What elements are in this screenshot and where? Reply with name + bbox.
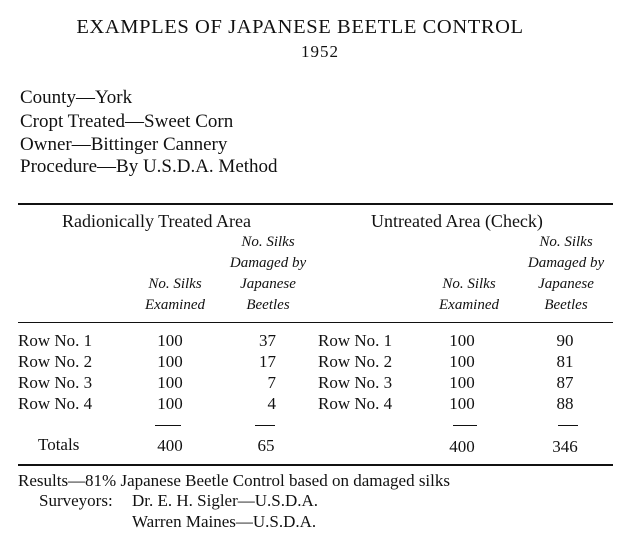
table-row-label: Row No. 3 — [318, 373, 393, 392]
treated-damaged-header: No. Silks Damaged by Japanese Beetles — [229, 234, 307, 313]
table-cell: 87 — [556, 373, 574, 392]
table-row-label: Row No. 1 — [18, 331, 93, 350]
treated-examined-header: No. Silks Examined — [145, 276, 205, 313]
table-cell: 100 — [157, 331, 183, 350]
table-row-label: Row No. 3 — [18, 373, 93, 392]
untreated-examined-header: No. Silks Examined — [439, 276, 499, 313]
sum-dash — [255, 425, 275, 426]
table-cell: 100 — [449, 352, 475, 371]
table-bottom-rule — [18, 464, 613, 466]
table-cell: 100 — [157, 394, 183, 413]
untreated-total-examined: 400 — [449, 437, 475, 456]
sum-dash — [453, 425, 477, 426]
surveyor-name: Warren Maines—U.S.D.A. — [132, 512, 317, 531]
table-row-label: Row No. 1 — [318, 331, 393, 350]
table-cell: 100 — [157, 352, 183, 371]
treated-heading: Radionically Treated Area — [62, 211, 251, 231]
table-cell: 100 — [449, 373, 475, 392]
sum-dash — [558, 425, 578, 426]
sum-dash — [155, 425, 181, 426]
table-cell: 37 — [259, 331, 276, 350]
year: 1952 — [301, 42, 339, 61]
table-cell: 88 — [556, 394, 574, 413]
table-cell: 100 — [157, 373, 183, 392]
table-cell: 4 — [267, 394, 276, 413]
table-cell: 90 — [556, 331, 574, 350]
table-cell: 7 — [267, 373, 276, 392]
totals-label: Totals — [38, 435, 80, 454]
info-county: County—York — [20, 87, 133, 108]
treated-total-examined: 400 — [157, 436, 183, 455]
page-title: EXAMPLES OF JAPANESE BEETLE CONTROL — [76, 16, 524, 38]
table-top-rule — [18, 203, 613, 205]
treated-total-damaged: 65 — [257, 436, 275, 455]
table-row-label: Row No. 4 — [318, 394, 393, 413]
table-cell: 100 — [449, 394, 475, 413]
surveyors-label: Surveyors: — [39, 491, 113, 510]
table-cell: 81 — [556, 352, 574, 371]
untreated-damaged-header: No. Silks Damaged by Japanese Beetles — [527, 234, 605, 313]
table-cell: 17 — [259, 352, 276, 371]
surveyor-name: Dr. E. H. Sigler—U.S.D.A. — [132, 491, 319, 510]
untreated-heading: Untreated Area (Check) — [371, 211, 543, 231]
untreated-total-damaged: 346 — [552, 437, 578, 456]
info-crop: Cropt Treated—Sweet Corn — [20, 111, 234, 132]
info-procedure: Procedure—By U.S.D.A. Method — [20, 156, 278, 177]
header-rule — [18, 322, 613, 323]
results-text: Results—81% Japanese Beetle Control based on damaged silks — [18, 471, 450, 490]
table-cell: 100 — [449, 331, 475, 350]
table-row-label: Row No. 2 — [318, 352, 393, 371]
info-owner: Owner—Bittinger Cannery — [20, 134, 228, 155]
table-row-label: Row No. 2 — [18, 352, 93, 371]
table-row-label: Row No. 4 — [18, 394, 93, 413]
